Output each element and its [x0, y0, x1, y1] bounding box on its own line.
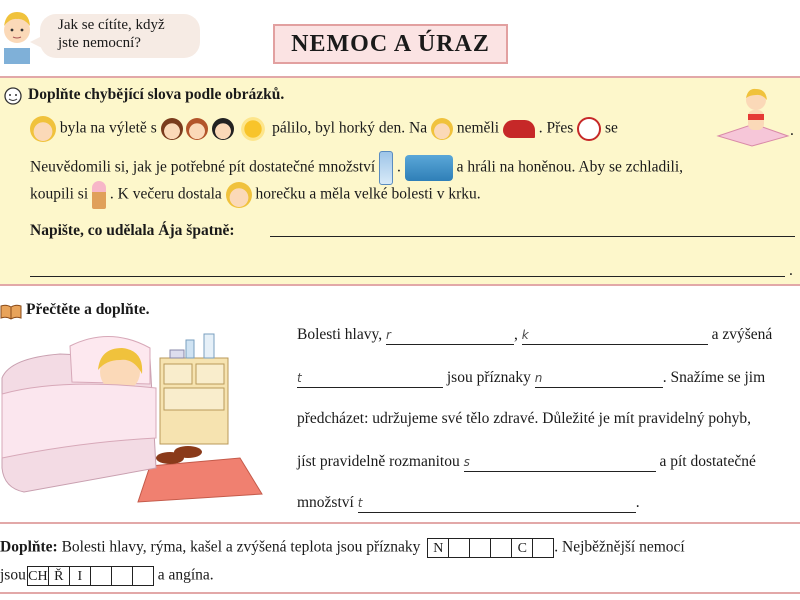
exercise-1-line-1: [30, 114, 618, 144]
exercise-1-heading: Doplňte chybějící slova podle obrázků.: [28, 86, 285, 103]
exercise-3-label: Doplňte:: [0, 538, 58, 556]
girl-aja-icon: [226, 182, 252, 208]
exercise-3-line-2: [0, 566, 214, 586]
text-segment: pálilo, byl horký den. Na: [272, 119, 428, 137]
exercise-3-line-1: [0, 538, 685, 558]
exercise-1-line-2: [30, 151, 683, 185]
crossword-cells-1: [428, 539, 554, 556]
text-segment: ,: [513, 326, 518, 343]
text-segment: .: [789, 262, 793, 279]
bubble-line-1: Jak se cítíte, když: [58, 17, 165, 33]
exercise-2-heading: Přečtěte a doplňte.: [26, 301, 150, 318]
letter-cell[interactable]: [132, 566, 154, 586]
answer-line-2[interactable]: [30, 276, 785, 277]
letter-cell[interactable]: N: [427, 538, 449, 558]
letter-cell[interactable]: I: [69, 566, 91, 586]
text-segment: horečku a měla velké bolesti v krku.: [255, 185, 481, 203]
exercise-2-line-4: [297, 453, 756, 472]
boy-avatar-illustration: [0, 4, 34, 64]
letter-cell[interactable]: [111, 566, 133, 586]
blank-field[interactable]: [522, 326, 708, 345]
speech-bubble: [40, 14, 200, 58]
text-segment: a angína.: [157, 566, 214, 584]
blank-field[interactable]: [386, 326, 514, 345]
text-segment: jíst pravidelně rozmanitou: [297, 453, 460, 470]
blank-hint: s: [463, 455, 470, 469]
text-segment: a pít dostatečné: [659, 453, 756, 470]
bottom-divider: [0, 592, 800, 594]
boy-face-icon: [161, 118, 183, 140]
girl-face-icon: [186, 118, 208, 140]
blank-field[interactable]: [297, 369, 443, 388]
text-segment: . K večeru dostala: [109, 185, 222, 203]
exercise-2-line-3: předcházet: udržujeme své tělo zdravé. Důležité je mít pravidelný pohyb,: [297, 410, 752, 427]
girl-face-icon: [431, 118, 453, 140]
text-segment: .: [635, 494, 640, 511]
water-bottle-icon: [379, 151, 393, 185]
section-divider: [0, 522, 800, 524]
blank-hint: n: [534, 371, 543, 385]
page-title: NEMOC A ÚRAZ: [273, 24, 508, 64]
letter-cell[interactable]: [532, 538, 554, 558]
cap-icon: [503, 120, 535, 138]
boy-dark-face-icon: [212, 118, 234, 140]
text-segment: a zvýšená: [711, 326, 773, 343]
blank-hint: t: [297, 371, 302, 385]
text-segment: koupili si: [30, 185, 89, 203]
text-segment: množství: [297, 494, 354, 511]
letter-cell[interactable]: [469, 538, 491, 558]
letter-cell[interactable]: Ř: [48, 566, 70, 586]
text-segment: . Nejběžnější nemocí: [554, 538, 685, 556]
letter-cell[interactable]: [90, 566, 112, 586]
bubble-line-2: jste nemocní?: [58, 35, 141, 51]
girl-aja-icon: [30, 116, 56, 142]
blank-field[interactable]: [358, 494, 636, 513]
sun-icon: [238, 114, 268, 144]
swimming-icon: [405, 155, 453, 181]
text-segment: a hráli na honěnou. Aby se zchladili,: [456, 158, 684, 176]
blank-hint: t: [357, 496, 363, 510]
letter-cell[interactable]: [448, 538, 470, 558]
blank-field[interactable]: [535, 369, 663, 388]
exercise-1-line-3: [30, 181, 481, 209]
text-segment: Bolesti hlavy,: [297, 326, 383, 343]
face-icon: [2, 86, 24, 111]
exercise-2-line-5: [297, 494, 640, 513]
exercise-2-line-1: [297, 326, 772, 345]
text-segment: Neuvědomili si, jak je potřebné pít dostatečné množství: [30, 158, 376, 176]
sunbathing-girl-illustration: [714, 86, 790, 148]
text-segment: se: [604, 119, 618, 137]
text-segment: . Snažíme se jim: [662, 369, 766, 386]
blank-field[interactable]: [464, 453, 656, 472]
text-segment: byla na výletě s: [59, 119, 157, 137]
ice-cream-icon: [92, 181, 106, 209]
text-segment: .: [396, 158, 401, 176]
blank-hint: k: [521, 328, 529, 342]
letter-cell[interactable]: CH: [27, 566, 49, 586]
text-segment: neměli: [456, 119, 500, 137]
text-segment: Bolesti hlavy, rýma, kašel a zvýšená teplota jsou příznaky: [61, 538, 421, 556]
text-segment: jsou příznaky: [446, 369, 531, 386]
blank-hint: r: [385, 328, 391, 342]
text-segment: jsou: [0, 566, 26, 584]
exercise-2-line-2: [297, 369, 765, 388]
text-segment: . Přes: [538, 119, 574, 137]
crossword-cells-2: [28, 567, 154, 584]
letter-cell[interactable]: C: [511, 538, 533, 558]
sick-girl-in-bed-illustration: [0, 318, 265, 508]
question-label: Napište, co udělala Ája špatně:: [30, 222, 235, 239]
clock-icon: [577, 117, 601, 141]
text-segment: .: [790, 122, 794, 139]
answer-line-1[interactable]: [270, 236, 795, 237]
letter-cell[interactable]: [490, 538, 512, 558]
